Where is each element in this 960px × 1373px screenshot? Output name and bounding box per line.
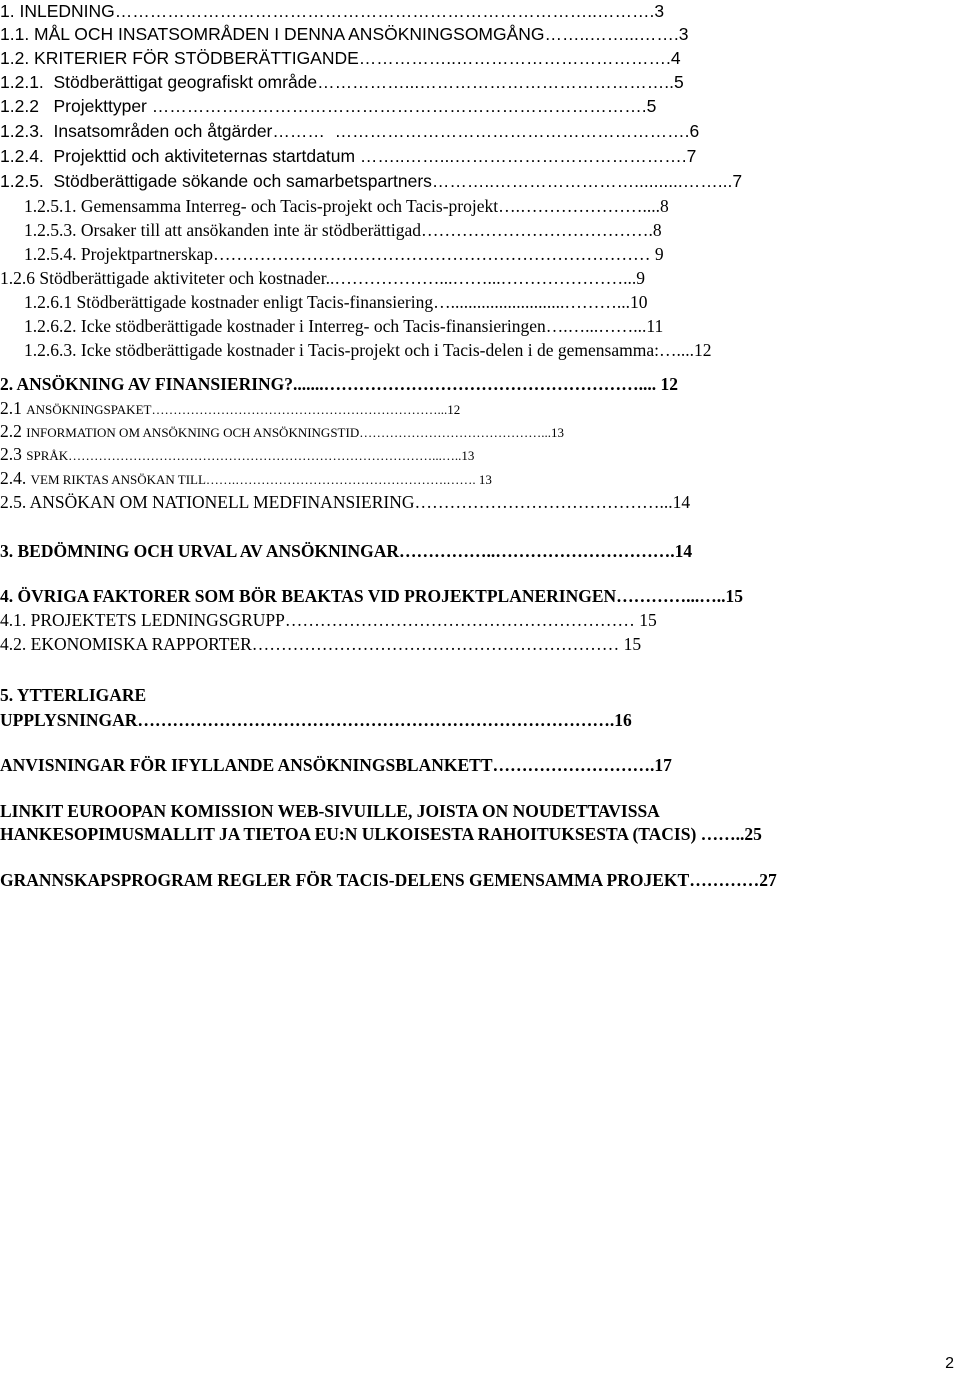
toc-entry	[24, 195, 960, 221]
toc-entry-number: 2.1	[0, 398, 27, 418]
toc-entry-text: 1.2.5.4. Projektpartnerskap………………………………………………………………… 9	[24, 244, 664, 264]
toc-entry-text: 1.2.6 Stödberättigade aktiviteter och kostnader..………………...……...…………………...9	[0, 268, 645, 288]
toc-heading	[0, 823, 960, 849]
toc-heading	[0, 709, 960, 735]
toc-entry-text: 1.2.4. Projekttid och aktiviteternas startdatum ……..……...………………………………….7	[0, 146, 697, 166]
toc-entry	[0, 120, 960, 146]
toc-entry	[24, 339, 960, 365]
toc-entry-text: 1.2.6.3. Icke stödberättigade kostnader i Tacis-projekt och i Tacis-delen i de gemensamma:…....12	[24, 340, 712, 360]
toc-entry-text: 1.2.1. Stödberättigat geografiskt område……………...……………………………………..5	[0, 72, 684, 92]
toc-entry-text: 1.2.5.1. Gemensamma Interreg- och Tacis-projekt och Tacis-projekt….…………………....8	[24, 196, 669, 216]
toc-entry	[0, 467, 960, 493]
toc-heading	[0, 540, 960, 566]
toc-heading-text: 5. YTTERLIGARE	[0, 685, 147, 705]
toc-entry-text: 1.2.5. Stödberättigade sökande och samarbetspartners………..……………………..........……...7	[0, 171, 743, 191]
toc-entry-number: 2.3	[0, 444, 27, 464]
toc-entry	[0, 267, 960, 293]
toc-entry	[0, 491, 960, 517]
toc-entry	[0, 47, 960, 73]
toc-heading-text: 3. BEDÖMNING OCH URVAL AV ANSÖKNINGAR……………..………………………….14	[0, 541, 693, 561]
toc-entry-text: 1.2.3. Insatsområden och åtgärder……… …………………………………………………….6	[0, 121, 700, 141]
toc-entry	[24, 315, 960, 341]
toc-entry	[0, 633, 960, 659]
page-number: 2	[945, 1355, 954, 1372]
toc-entry-text: 1.1. MÅL OCH INSATSOMRÅDEN I DENNA ANSÖKNINGSOMGÅNG……..……...…….3	[0, 24, 689, 44]
toc-entry-text: ANSÖKNINGSPAKET…………………………………………………………...12	[26, 402, 461, 417]
toc-heading	[0, 869, 960, 895]
toc-entry-text: SPRÅK…………………………………………………………………………...…..13	[26, 448, 475, 463]
toc-entry-text: 1.2.6.1 Stödberättigade kostnader enligt Tacis-finansiering…..........................………...10	[24, 292, 648, 312]
toc-heading-text: UPPLYSNINGAR……………………………………………………………………….16	[0, 710, 632, 730]
toc-entry-text: 1.2.2 Projekttyper ………………………………………………………………………….5	[0, 96, 657, 116]
toc-entry-text: 1.2.5.3. Orsaker till att ansökanden inte är stödberättigad………………………………….8	[24, 220, 662, 240]
toc-heading-text: ANVISNINGAR FÖR IFYLLANDE ANSÖKNINGSBLANKETT……………………….17	[0, 755, 672, 775]
toc-heading	[0, 585, 960, 611]
toc-entry	[24, 219, 960, 245]
toc-heading-text: 2. ANSÖKNING AV FINANSIERING?.......……………………………………………….... 12	[0, 374, 679, 394]
toc-entry	[0, 170, 960, 196]
toc-entry	[0, 71, 960, 97]
toc-heading-text: 4. ÖVRIGA FAKTORER SOM BÖR BEAKTAS VID PROJEKTPLANERINGEN…………...…..15	[0, 586, 744, 606]
toc-entry	[0, 145, 960, 171]
toc-entry	[0, 609, 960, 635]
toc-entry	[0, 23, 960, 49]
toc-entry-text: VEM RIKTAS ANSÖKAN TILL…….………………………………………….……. 13	[30, 472, 492, 487]
toc-entry	[24, 243, 960, 269]
toc-entry	[0, 95, 960, 121]
toc-entry	[24, 291, 960, 317]
toc-entry-text: 1.2.6.2. Icke stödberättigade kostnader i Interreg- och Tacis-finansieringen….…...……...11	[24, 316, 664, 336]
toc-entry-number: 2.4.	[0, 468, 31, 488]
toc-entry-text: 4.2. EKONOMISKA RAPPORTER……………………………………………………… 15	[0, 634, 642, 654]
toc-heading-text: GRANNSKAPSPROGRAM REGLER FÖR TACIS-DELENS GEMENSAMMA PROJEKT…………27	[0, 870, 777, 890]
toc-entry-text: 4.1. PROJEKTETS LEDNINGSGRUPP…………………………………………………… 15	[0, 610, 657, 630]
toc-heading	[0, 754, 960, 780]
toc-entry	[0, 443, 960, 469]
toc-heading	[0, 373, 960, 399]
toc-entry-number: 2.2	[0, 421, 27, 441]
toc-heading	[0, 684, 960, 710]
toc-entry-text: INFORMATION OM ANSÖKNING OCH ANSÖKNINGSTID……………………………………...13	[26, 425, 564, 440]
toc-entry-text: 1.2. KRITERIER FÖR STÖDBERÄTTIGANDE……………..……………………………….4	[0, 48, 681, 68]
toc-entry-text: 2.5. ANSÖKAN OM NATIONELL MEDFINANSIERING……………………………………...14	[0, 492, 691, 512]
toc-entry-text: 1. INLEDNING………………………………………………………………………..……….3	[0, 1, 665, 21]
toc-heading-text: LINKIT EUROOPAN KOMISSION WEB-SIVUILLE, JOISTA ON NOUDETTAVISSA	[0, 801, 660, 821]
toc-heading-text: HANKESOPIMUSMALLIT JA TIETOA EU:N ULKOISESTA RAHOITUKSESTA (TACIS) ……..25	[0, 824, 762, 844]
